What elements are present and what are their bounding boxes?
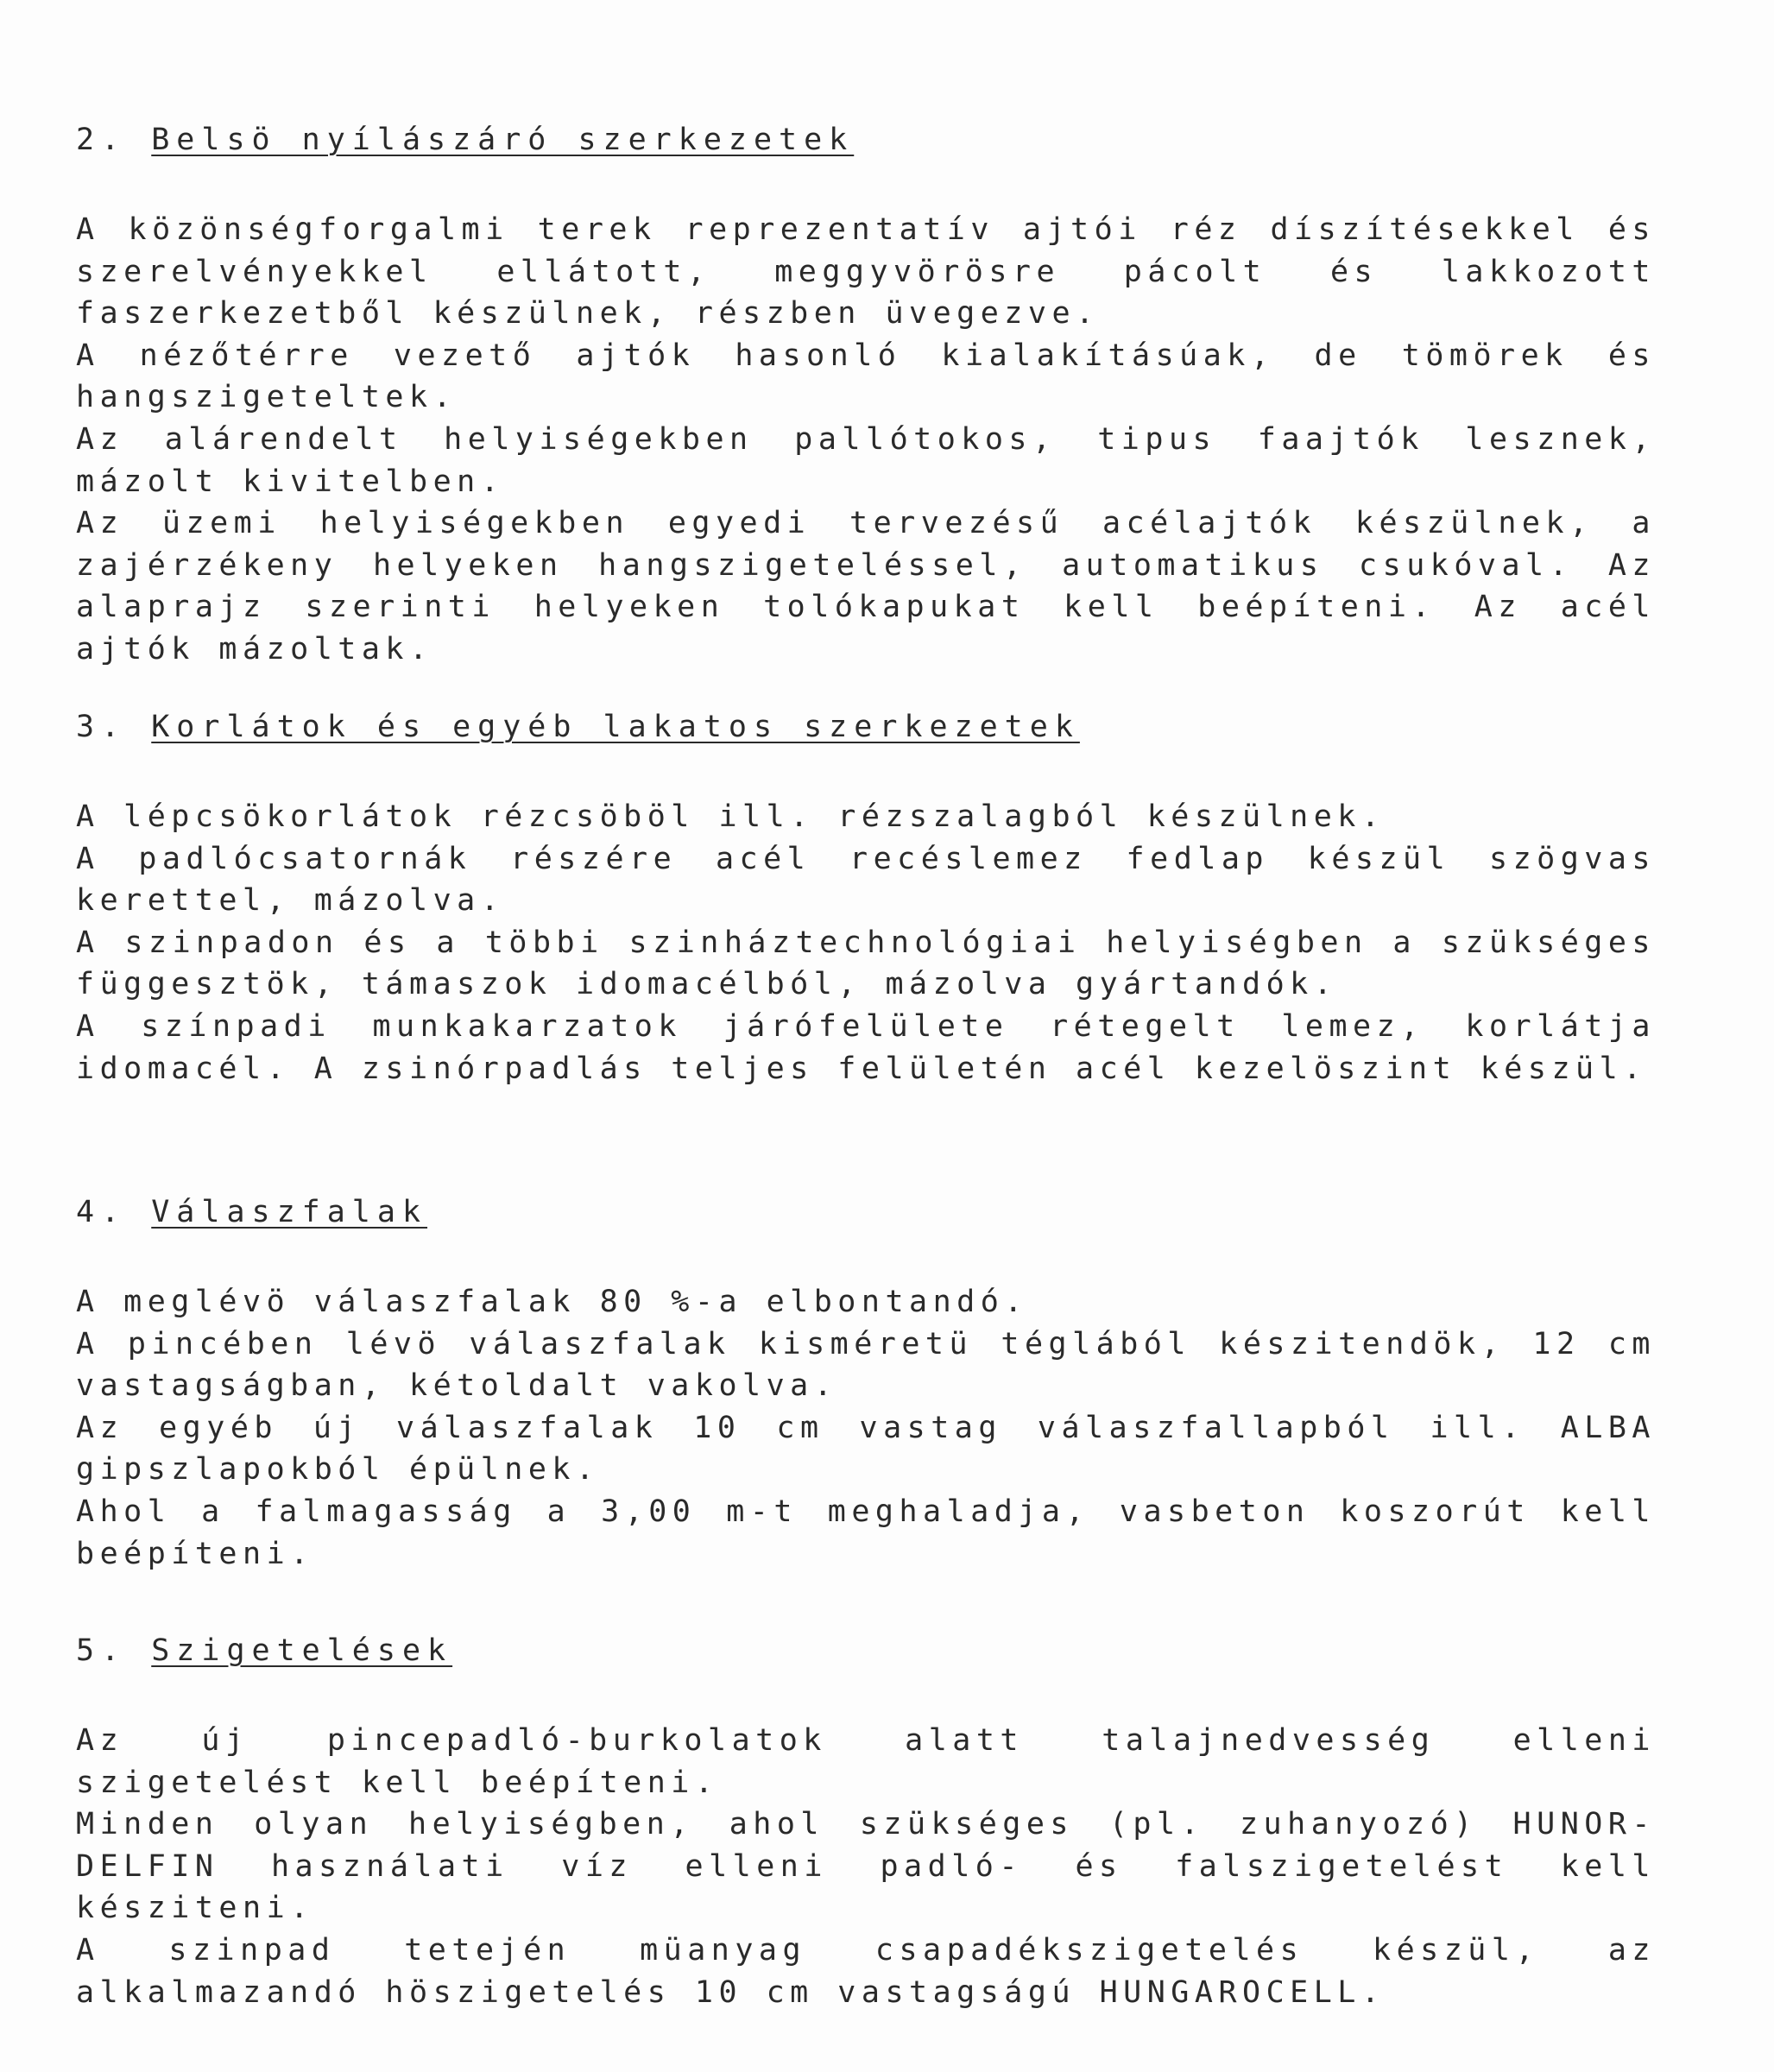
paragraph: A színpadi munkakarzatok járófelülete rétegelt lemez, korlátja idomacél. A zsinórpadlás teljes felületén acél kezelöszint készül. [76, 1008, 1656, 1086]
section-body [76, 796, 1656, 1090]
section-heading [76, 1190, 1656, 1235]
section-heading [76, 704, 1656, 749]
section-heading [76, 117, 1656, 162]
section-number: 4. [76, 1195, 127, 1229]
section-title: Belsö nyílászáró szerkezetek [151, 123, 855, 157]
paragraph: Az alárendelt helyiségekben pallótokos, tipus faajtók lesznek, mázolt kivitelben. [76, 421, 1656, 499]
section-number: 5. [76, 1633, 127, 1668]
section-2 [76, 117, 1656, 671]
section-body [76, 209, 1656, 671]
paragraph: Minden olyan helyiségben, ahol szükséges (pl. zuhanyozó) HUNOR-DELFIN használati víz elleni padló- és falszigetelést kell késziteni. [76, 1807, 1656, 1926]
paragraph: A szinpadon és a többi szinháztechnológiai helyiségben a szükséges függesztök, támaszok idomacélból, mázolva gyártandók. [76, 925, 1656, 1002]
paragraph: Az üzemi helyiségekben egyedi tervezésű acélajtók készülnek, a zajérzékeny helyeken hangszigeteléssel, automatikus csukóval. Az alaprajz szerinti helyeken tolókapukat kell beépíteni. Az acél ajtók mázoltak. [76, 506, 1656, 666]
paragraph: Az egyéb új válaszfalak 10 cm vastag válaszfallapból ill. ALBA gipszlapokból épülnek. [76, 1410, 1656, 1488]
section-body [76, 1281, 1656, 1575]
section-4 [76, 1190, 1656, 1575]
section-3 [76, 704, 1656, 1090]
paragraph: A nézőtérre vezető ajtók hasonló kialakításúak, de tömörek és hangszigeteltek. [76, 338, 1656, 415]
section-title: Szigetelések [151, 1633, 453, 1668]
paragraph: A pincében lévö válaszfalak kisméretü téglából készitendök, 12 cm vastagságban, kétoldalt vakolva. [76, 1326, 1656, 1404]
section-number: 3. [76, 710, 127, 744]
paragraph: A közönségforgalmi terek reprezentatív ajtói réz díszítésekkel és szerelvényekkel ellátott, meggyvörösre pácolt és lakkozott faszerkezetből készülnek, részben üvegezve. [76, 212, 1656, 332]
paragraph: A szinpad tetején müanyag csapadékszigetelés készül, az alkalmazandó höszigetelés 10 cm vastagságú HUNGAROCELL. [76, 1932, 1656, 2010]
paragraph: Az új pincepadló-burkolatok alatt talajnedvesség elleni szigetelést kell beépíteni. [76, 1723, 1656, 1800]
paragraph: Ahol a falmagasság a 3,00 m-t meghaladja, vasbeton koszorút kell beépíteni. [76, 1494, 1656, 1571]
section-heading [76, 1628, 1656, 1673]
paragraph: A padlócsatornák részére acél recéslemez fedlap készül szögvas kerettel, mázolva. [76, 841, 1656, 919]
section-body [76, 1720, 1656, 2013]
section-title: Korlátok és egyéb lakatos szerkezetek [151, 710, 1080, 744]
section-5 [76, 1628, 1656, 2013]
section-number: 2. [76, 123, 127, 157]
paragraph: A meglévö válaszfalak 80 %-a elbontandó. [76, 1285, 1028, 1319]
section-title: Válaszfalak [151, 1195, 428, 1229]
paragraph: A lépcsökorlátok rézcsöböl ill. rézszalagból készülnek. [76, 799, 1386, 834]
